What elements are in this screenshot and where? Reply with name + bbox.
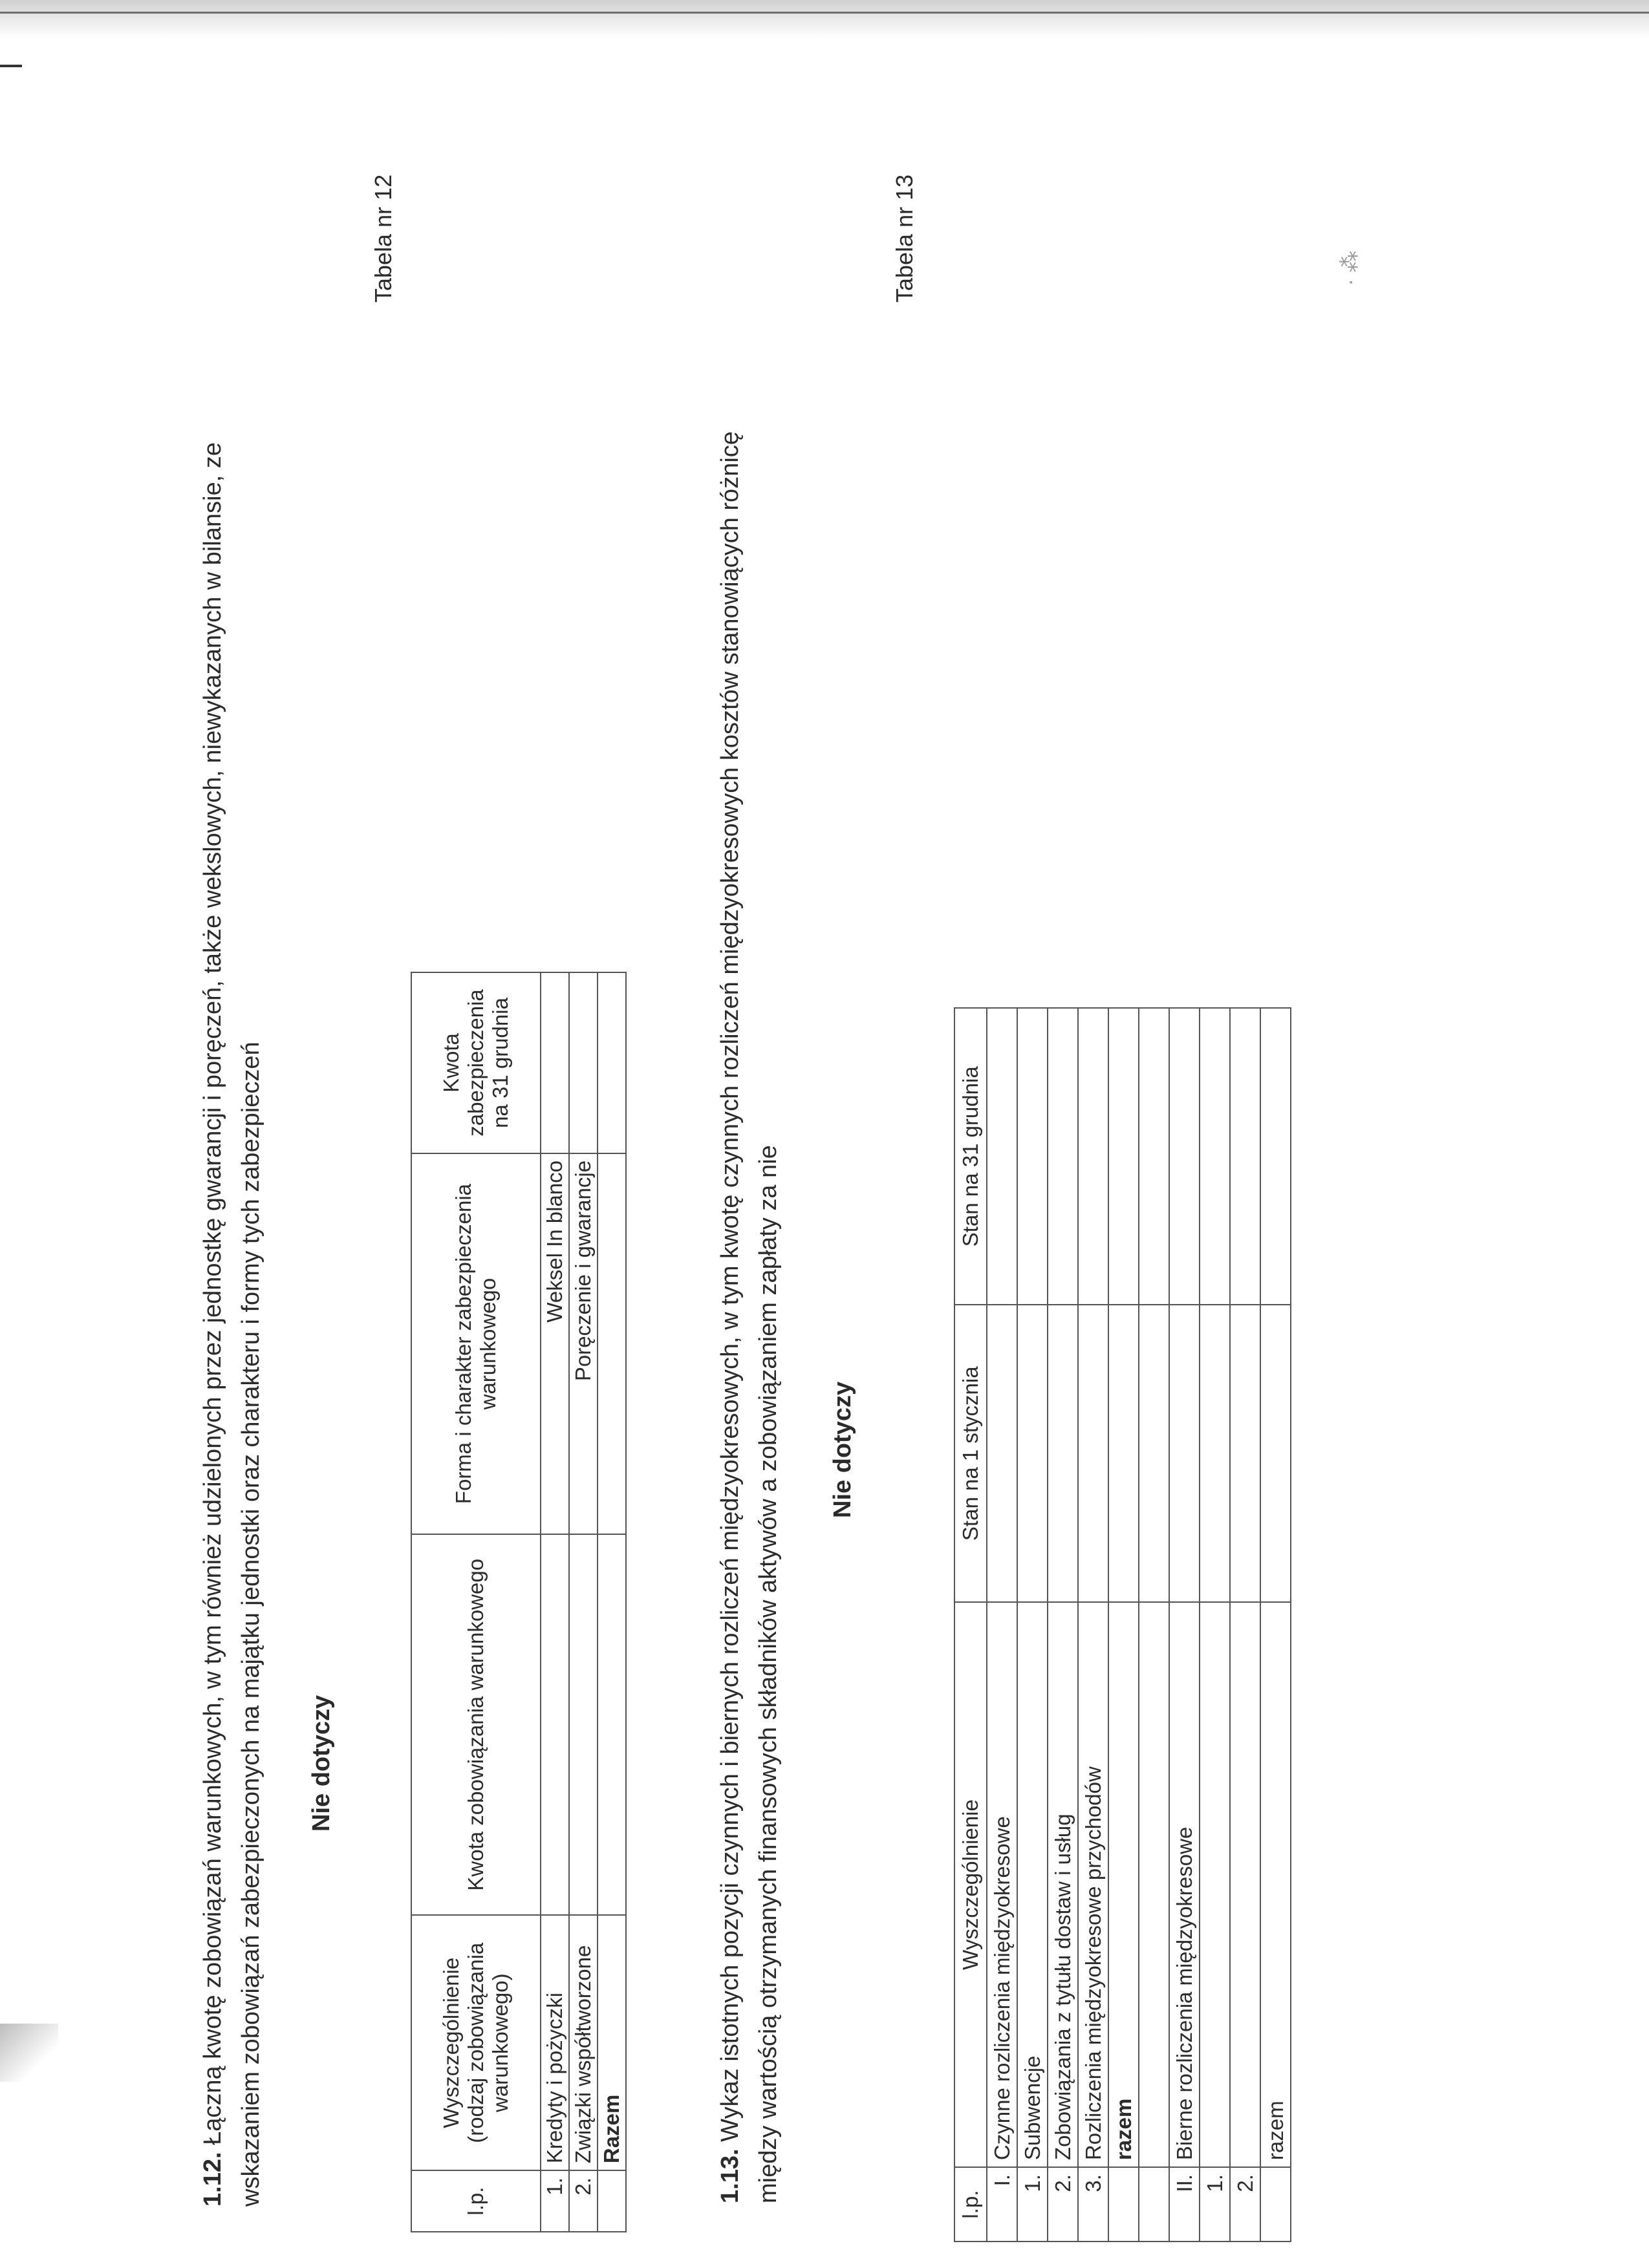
total-empty-cell (598, 972, 626, 1153)
row-name: Kredyty i pożyczki (541, 1915, 569, 2170)
section-12-table-label: Tabela nr 12 (370, 174, 396, 303)
row-name (1139, 1602, 1169, 2167)
section-13-number: 1.13. (717, 2148, 744, 2203)
section-12-heading-line1: 1.12. Łączną kwotę zobowiązań warunkowych, w tym również udzielonych przez jednostkę gwarancji i poręczeń, także wekslowych, niewykazanych w bilansie, ze (199, 442, 226, 2207)
table-row (541, 972, 569, 2232)
table-header-cell: Stan na 31 grudnia (954, 1008, 987, 1305)
table-row (1260, 1008, 1291, 2241)
row-number (1108, 2167, 1139, 2241)
row-value-jan (1200, 1305, 1230, 1603)
section-12-heading-line2: wskazaniem zobowiązań zabezpieczonych na majątku jednostki oraz charakteru i formy tych zabezpieczeń (237, 1042, 264, 2207)
table-header-cell: Kwota zobowiązania warunkowego (411, 1534, 541, 1915)
section-12-heading (194, 138, 270, 2207)
row-value-dec (1017, 1008, 1048, 1305)
row-value-jan (1139, 1305, 1169, 1603)
row-number: 1. (1017, 2167, 1048, 2241)
total-empty-cell (598, 1534, 626, 1915)
row-value-jan (1048, 1305, 1078, 1603)
row-name: Rozliczenia międzyokresowe przychodów (1078, 1602, 1108, 2167)
row-name: Czynne rozliczenia międzyokresowe (987, 1602, 1017, 2167)
table-13 (954, 1007, 1291, 2242)
row-number (1139, 2167, 1169, 2241)
table-header-row (954, 1008, 987, 2241)
row-name: razem (1260, 1602, 1291, 2167)
table-header-cell: l.p. (954, 2167, 987, 2241)
row-value-dec (987, 1008, 1017, 1305)
section-13-not-applicable: Nie dotyczy (829, 1381, 856, 1518)
table-row (1169, 1008, 1200, 2241)
table-12 (411, 972, 627, 2232)
table-row (1139, 1008, 1169, 2241)
row-value-dec (1108, 1008, 1139, 1305)
row-number: 2. (569, 2170, 598, 2232)
row-value-dec (1230, 1008, 1260, 1305)
table-header-cell: Wyszczególnienie (rodzaj zobowiązania warunkowego) (411, 1915, 541, 2170)
row-number: 1. (1200, 2167, 1230, 2241)
total-label: Razem (598, 1915, 626, 2170)
row-value-dec (1260, 1008, 1291, 1305)
total-empty-cell (598, 2170, 626, 2232)
row-value-jan (1260, 1305, 1291, 1603)
row-value-jan (987, 1305, 1017, 1603)
table-header-row (411, 972, 541, 2232)
section-12-number: 1.12. (199, 2152, 226, 2207)
row-number: II. (1169, 2167, 1200, 2241)
row-value-dec (1169, 1008, 1200, 1305)
row-name (1200, 1602, 1230, 2167)
table-header-cell: Forma i charakter zabezpieczenia warunkowego (411, 1153, 541, 1534)
row-name (1230, 1602, 1260, 2167)
section-13-table-label: Tabela nr 13 (891, 174, 918, 303)
row-number: 2. (1048, 2167, 1078, 2241)
row-name: Bierne rozliczenia międzyokresowe (1169, 1602, 1200, 2167)
row-number: 3. (1078, 2167, 1108, 2241)
row-value-jan (1230, 1305, 1260, 1603)
table-header-cell: Kwota zabezpieczenia na 31 grudnia (411, 972, 541, 1153)
row-secured (569, 972, 598, 1153)
row-number: 1. (541, 2170, 569, 2232)
row-number: 2. (1230, 2167, 1260, 2241)
section-13-heading (711, 102, 788, 2203)
scan-specks: · ⁂ (1337, 250, 1363, 286)
row-form: Poręczenie i gwarancje (569, 1153, 598, 1534)
row-name: Związki współtworzone (569, 1915, 598, 2170)
row-secured (541, 972, 569, 1153)
row-name: razem (1108, 1602, 1139, 2167)
table-total-row (598, 972, 626, 2232)
row-amount (541, 1534, 569, 1915)
table-row (1048, 1008, 1078, 2241)
row-form: Weksel In blanco (541, 1153, 569, 1534)
row-value-jan (1108, 1305, 1139, 1603)
row-name: Zobowiązania z tytułu dostaw i usług (1048, 1602, 1078, 2167)
row-value-jan (1017, 1305, 1048, 1603)
row-amount (569, 1534, 598, 1915)
row-value-jan (1169, 1305, 1200, 1603)
table-row (1108, 1008, 1139, 2241)
row-number: I. (987, 2167, 1017, 2241)
table-header-cell: l.p. (411, 2170, 541, 2232)
table-header-cell: Wyszczególnienie (954, 1602, 987, 2167)
table-row (987, 1008, 1017, 2241)
total-empty-cell (598, 1153, 626, 1534)
row-name: Subwencje (1017, 1602, 1048, 2167)
section-13-heading-line2: między wartością otrzymanych finansowych składników aktywów a zobowiązaniem zapłaty za nie (754, 1145, 782, 2203)
table-row (1230, 1008, 1260, 2241)
table-header-cell: Stan na 1 stycznia (954, 1305, 987, 1603)
row-value-dec (1048, 1008, 1078, 1305)
table-row (1200, 1008, 1230, 2241)
row-value-dec (1139, 1008, 1169, 1305)
row-value-dec (1200, 1008, 1230, 1305)
section-12-not-applicable: Nie dotyczy (308, 1695, 335, 1832)
table-row (1078, 1008, 1108, 2241)
section-13-heading-line1: 1.13. Wykaz istotnych pozycji czynnych i biernych rozliczeń międzyokresowych, w tym kwotę czynnych rozliczeń międzyokresowych kosztów stanowiących różnicę (717, 431, 744, 2203)
row-number (1260, 2167, 1291, 2241)
table-row (569, 972, 598, 2232)
row-value-jan (1078, 1305, 1108, 1603)
table-row (1017, 1008, 1048, 2241)
row-value-dec (1078, 1008, 1108, 1305)
